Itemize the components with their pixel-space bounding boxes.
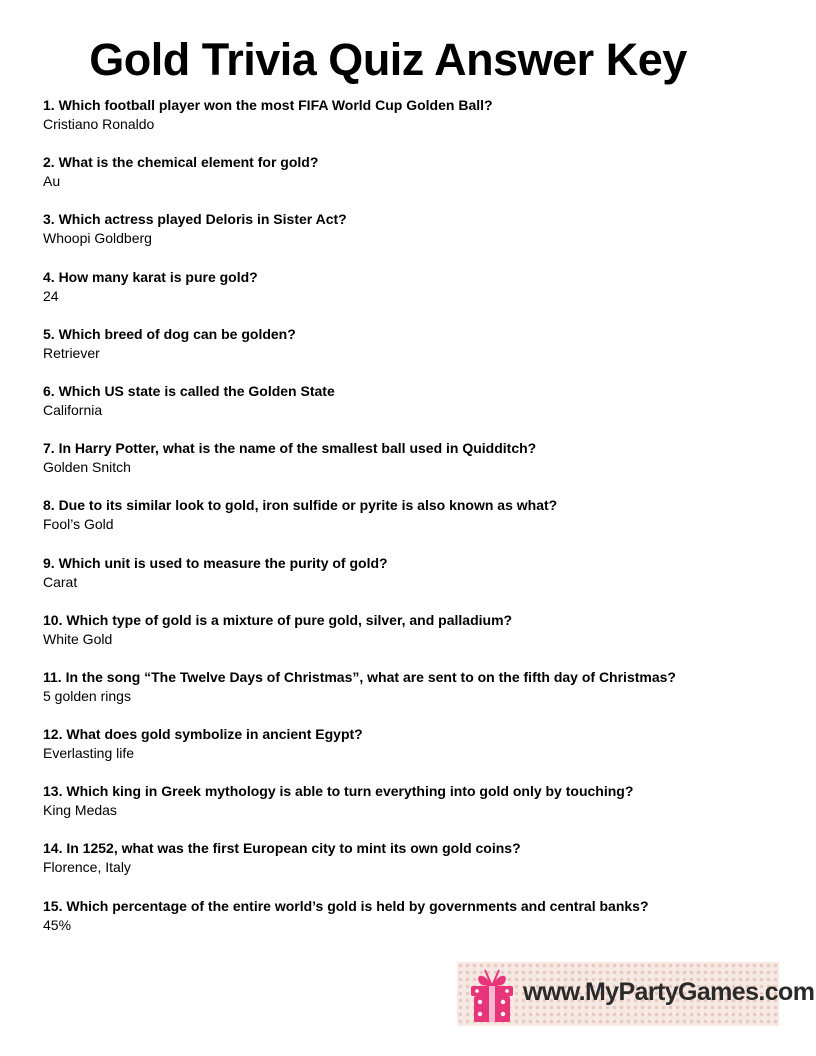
qa-item: [43, 96, 783, 153]
answer-text: 45%: [43, 916, 72, 933]
qa-item: [43, 725, 783, 782]
question-text: 7. In Harry Potter, what is the name of the smallest ball used in Quidditch?: [43, 440, 537, 457]
question-text: 12. What does gold symbolize in ancient Egypt?: [43, 726, 363, 743]
answer-text: California: [43, 401, 103, 418]
question-text: 11. In the song “The Twelve Days of Christmas”, what are sent to on the fifth day of Christmas?: [43, 668, 676, 685]
qa-item: [43, 897, 783, 954]
page-title: Gold Trivia Quiz Answer Key: [89, 34, 687, 85]
question-text: 1. Which football player won the most FIFA World Cup Golden Ball?: [43, 97, 493, 113]
answer-text: Carat: [43, 573, 78, 590]
qa-item: [43, 153, 783, 210]
qa-item: [43, 839, 783, 896]
question-text: 8. Due to its similar look to gold, iron sulfide or pyrite is also known as what?: [43, 497, 558, 514]
qa-item: [43, 268, 783, 325]
answer-text: King Medas: [43, 802, 117, 819]
question-text: 15. Which percentage of the entire world’s gold is held by governments and central banks?: [43, 897, 649, 914]
answer-text: Florence, Italy: [43, 859, 131, 876]
answer-text: Retriever: [43, 344, 100, 361]
qa-list: [43, 96, 783, 954]
question-text: 10. Which type of gold is a mixture of pure gold, silver, and palladium?: [43, 611, 513, 628]
question-text: 3. Which actress played Deloris in Sister Act?: [43, 211, 347, 228]
website-link[interactable]: www.MyPartyGames.com: [523, 978, 815, 1006]
question-text: 6. Which US state is called the Golden State: [43, 382, 335, 399]
gift-icon: [467, 964, 517, 1024]
answer-text: Au: [43, 173, 61, 190]
qa-item: [43, 325, 783, 382]
qa-item: [43, 496, 783, 553]
qa-item: [43, 382, 783, 439]
answer-text: Cristiano Ronaldo: [43, 116, 155, 132]
question-text: 5. Which breed of dog can be golden?: [43, 325, 296, 342]
qa-item: [43, 554, 783, 611]
answer-text: Golden Snitch: [43, 459, 131, 476]
question-text: 9. Which unit is used to measure the purity of gold?: [43, 554, 388, 571]
qa-item: [43, 782, 783, 839]
question-text: 13. Which king in Greek mythology is able to turn everything into gold only by touching?: [43, 783, 634, 800]
answer-text: White Gold: [43, 630, 113, 647]
qa-item: [43, 611, 783, 668]
question-text: 2. What is the chemical element for gold?: [43, 154, 319, 171]
answer-text: Everlasting life: [43, 745, 135, 762]
answer-text: Whoopi Goldberg: [43, 230, 152, 247]
question-text: 4. How many karat is pure gold?: [43, 268, 258, 285]
qa-item: [43, 210, 783, 267]
qa-item: [43, 439, 783, 496]
answer-text: 5 golden rings: [43, 687, 131, 704]
qa-item: [43, 668, 783, 725]
website-banner[interactable]: [457, 962, 815, 1026]
question-text: 14. In 1252, what was the first European city to mint its own gold coins?: [43, 840, 521, 857]
answer-text: Fool’s Gold: [43, 516, 114, 533]
answer-text: 24: [43, 287, 59, 304]
